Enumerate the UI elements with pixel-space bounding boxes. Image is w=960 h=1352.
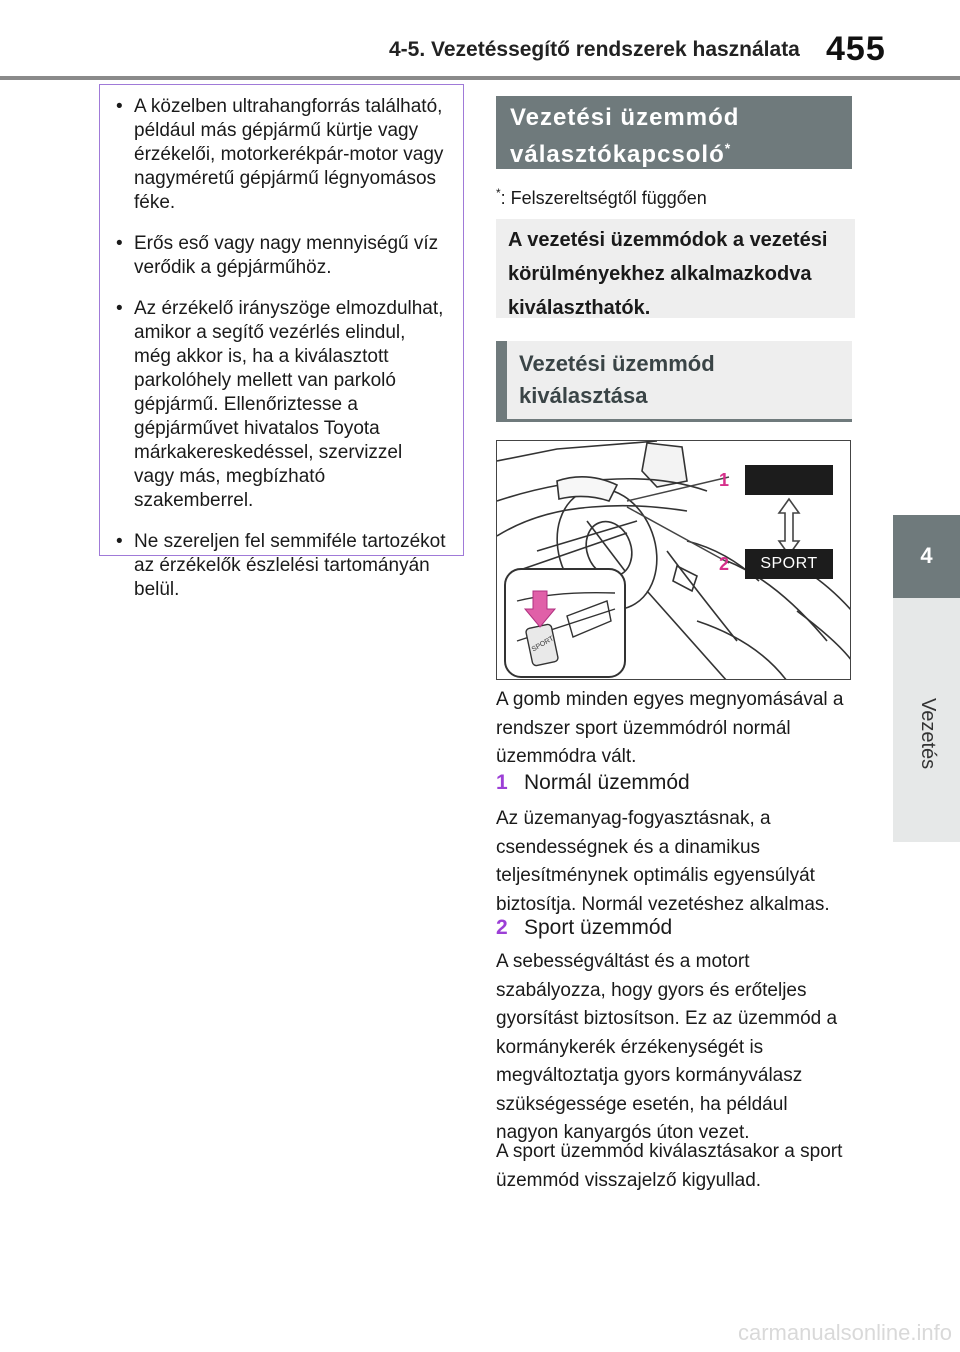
- section-header-title: 4-5. Vezetéssegítő rendszerek használata: [389, 38, 800, 61]
- footnote-text: : Felszereltségtől függően: [500, 188, 707, 208]
- sport-button-label: SPORT: [530, 635, 556, 654]
- chapter-tab: [893, 515, 960, 598]
- item-2-number: 2: [496, 916, 508, 939]
- page-number: 455: [826, 30, 886, 68]
- warning-bullet: • Ne szereljen fel semmiféle tartozékot az érzékelők észlelési tartományán belül.: [114, 530, 447, 602]
- main-heading-marker: *: [724, 140, 732, 156]
- closing-text: A sport üzemmód kiválasztásakor a sport üzemmód visszajelző kigyullad.: [496, 1141, 843, 1191]
- item-1-title: Normál üzemmód: [524, 771, 690, 794]
- intro-text: A gomb minden egyes megnyomásával a rendszer sport üzemmódról normál üzemmódra vált.: [496, 689, 844, 767]
- main-heading: [496, 96, 852, 169]
- mode-1-number: 1: [719, 470, 730, 490]
- warning-box: [99, 84, 464, 600]
- item-2-title-row: [496, 916, 672, 940]
- watermark: carmanualsonline.info: [737, 1320, 952, 1345]
- chapter-label: Vezetés: [917, 698, 939, 770]
- chapter-label-tab: [893, 598, 960, 842]
- item-1-title-row: [496, 771, 690, 795]
- item-2-title: Sport üzemmód: [524, 916, 673, 939]
- normal-mode-badge: [745, 465, 833, 495]
- summary-box: A vezetési üzemmódok a vezetési körülményekhez alkalmazkodva kiválaszthatók.: [496, 219, 855, 318]
- illustration: [496, 440, 851, 680]
- subheading: Vezetési üzemmód kiválasztása: [496, 341, 852, 422]
- warning-bullet: • Erős eső vagy nagy mennyiségű víz verődik a gépjárműhöz.: [114, 232, 447, 280]
- header-rule: [0, 76, 960, 80]
- item-1-description: Az üzemanyag-fogyasztásnak, a csendességnek és a dinamikus teljesítménynek optimális egyensúlyát biztosítja. Normál vezetéshez alkalmas.: [496, 808, 830, 915]
- warning-bullet: • A közelben ultrahangforrás található, például más gépjármű kürtje vagy érzékelői, motorkerékpár-motor vagy nagyméretű gépjármű légnyomásos féke.: [114, 95, 447, 215]
- footnote: [496, 186, 707, 209]
- mode-2-number: 2: [719, 554, 730, 574]
- item-2-description: A sebességváltást és a motort szabályozza, hogy gyors és erőteljes gyorsítást biztosítson. Ez az üzemmód a kormánykerék érzékenységét is megváltoztatja gyors kormányválasz szükségessége esetén, ha például nagyon kanyargós úton vezet.: [496, 951, 838, 1143]
- item-1-number: 1: [496, 771, 508, 794]
- chapter-number: 4: [920, 543, 933, 568]
- warning-list: [100, 85, 463, 602]
- sport-mode-badge: SPORT: [745, 549, 833, 579]
- warning-bullet: • Az érzékelő irányszöge elmozdulhat, amikor a segítő vezérlés elindul, még akkor is, ha a kiválasztott parkolóhely mellett van parkoló gépjármű. Ellenőriztesse a gépjárművet hivatalos Toyota márkakereskedéssel, szervizzel vagy más, megbízható szakemberrel.: [114, 297, 447, 513]
- main-heading-text: Vezetési üzemmód választókapcsoló: [510, 104, 740, 168]
- footnote-marker: *: [496, 186, 501, 200]
